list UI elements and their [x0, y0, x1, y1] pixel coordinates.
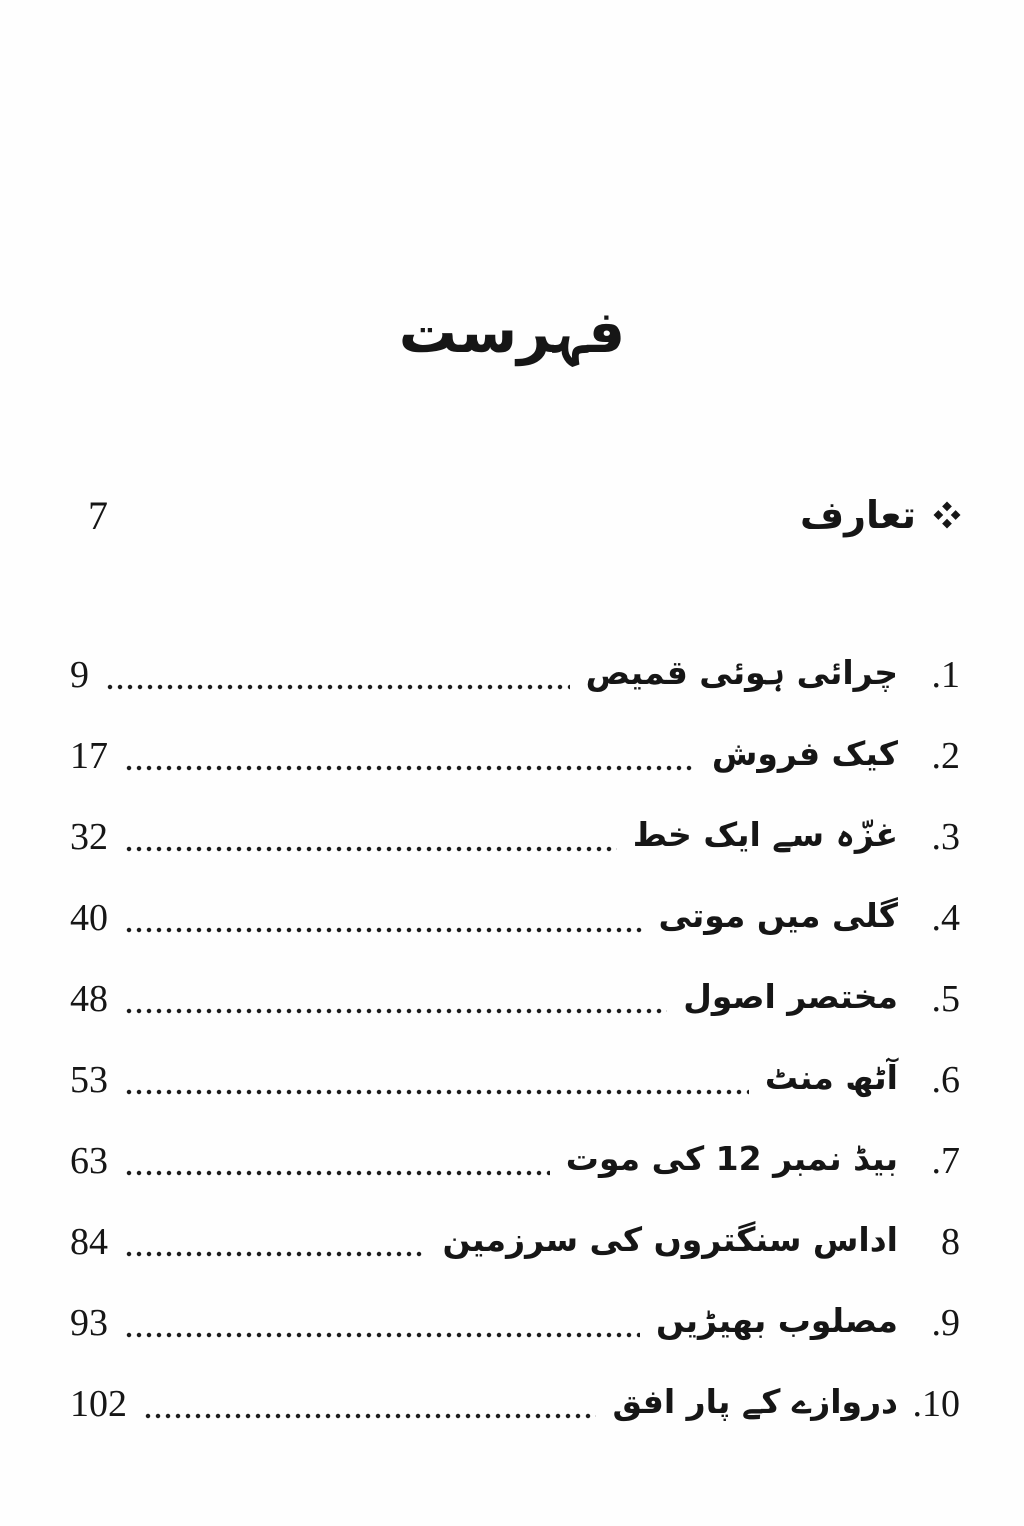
entry-title: مختصر اصول: [683, 977, 898, 1016]
toc-list: [70, 634, 960, 1444]
entry-number: 5.: [931, 977, 960, 1020]
intro-page-number: 7: [88, 492, 108, 538]
entry-title: مصلوب بھیڑیں: [655, 1301, 898, 1340]
entry-title: آٹھ منٹ: [764, 1058, 898, 1097]
entry-page-number: 84: [70, 1220, 108, 1263]
entry-page-number: 9: [70, 653, 89, 696]
entry-title: چرائی ہوئی قمیص: [585, 653, 898, 692]
four-diamonds-icon: [932, 500, 962, 530]
intro-heading: [800, 493, 962, 537]
dot-leader: [124, 901, 642, 935]
dot-leader: [124, 1144, 550, 1178]
toc-entry-row: [70, 796, 960, 877]
entry-number: 6.: [931, 1058, 960, 1101]
intro-label: تعارف: [799, 493, 916, 537]
toc-entry-row: [70, 958, 960, 1039]
toc-entry-row: [70, 634, 960, 715]
entry-page-number: 17: [70, 734, 108, 777]
entry-title: بیڈ نمبر 12 کی موت: [565, 1139, 898, 1178]
entry-page-number: 53: [70, 1058, 108, 1101]
dot-leader: [124, 1225, 426, 1259]
dot-leader: [124, 982, 667, 1016]
entry-number: 8: [941, 1220, 960, 1263]
toc-entry-row: [70, 1039, 960, 1120]
dot-leader: [124, 1063, 749, 1097]
toc-entry-row: [70, 1282, 960, 1363]
entry-title: دروازے کے پار افق: [612, 1382, 898, 1421]
toc-entry-row: [70, 1120, 960, 1201]
entry-page-number: 102: [70, 1382, 127, 1425]
entry-title: غزّہ سے ایک خط: [632, 815, 898, 854]
page-title: فہرست: [398, 298, 626, 366]
toc-entry-row: [70, 715, 960, 796]
dot-leader: [124, 739, 696, 773]
entry-number: 7.: [931, 1139, 960, 1182]
dot-leader: [105, 658, 570, 692]
entry-page-number: 40: [70, 896, 108, 939]
entry-number: 1.: [931, 653, 960, 696]
entry-title: کیک فروش: [711, 734, 898, 773]
entry-page-number: 48: [70, 977, 108, 1020]
entry-number: 4.: [931, 896, 960, 939]
dot-leader: [124, 1306, 640, 1340]
entry-number: 2.: [931, 734, 960, 777]
intro-row: [88, 478, 962, 552]
toc-entry-row: [70, 1363, 960, 1444]
dot-leader: [143, 1387, 596, 1421]
entry-number: 3.: [931, 815, 960, 858]
entry-title: گلی میں موتی: [658, 896, 898, 935]
toc-entry-row: [70, 1201, 960, 1282]
entry-number: 10.: [912, 1382, 960, 1425]
entry-page-number: 93: [70, 1301, 108, 1344]
entry-page-number: 32: [70, 815, 108, 858]
entry-page-number: 63: [70, 1139, 108, 1182]
dot-leader: [124, 820, 617, 854]
toc-entry-row: [70, 877, 960, 958]
entry-title: اداس سنگتروں کی سرزمین: [442, 1220, 898, 1259]
entry-number: 9.: [931, 1301, 960, 1344]
